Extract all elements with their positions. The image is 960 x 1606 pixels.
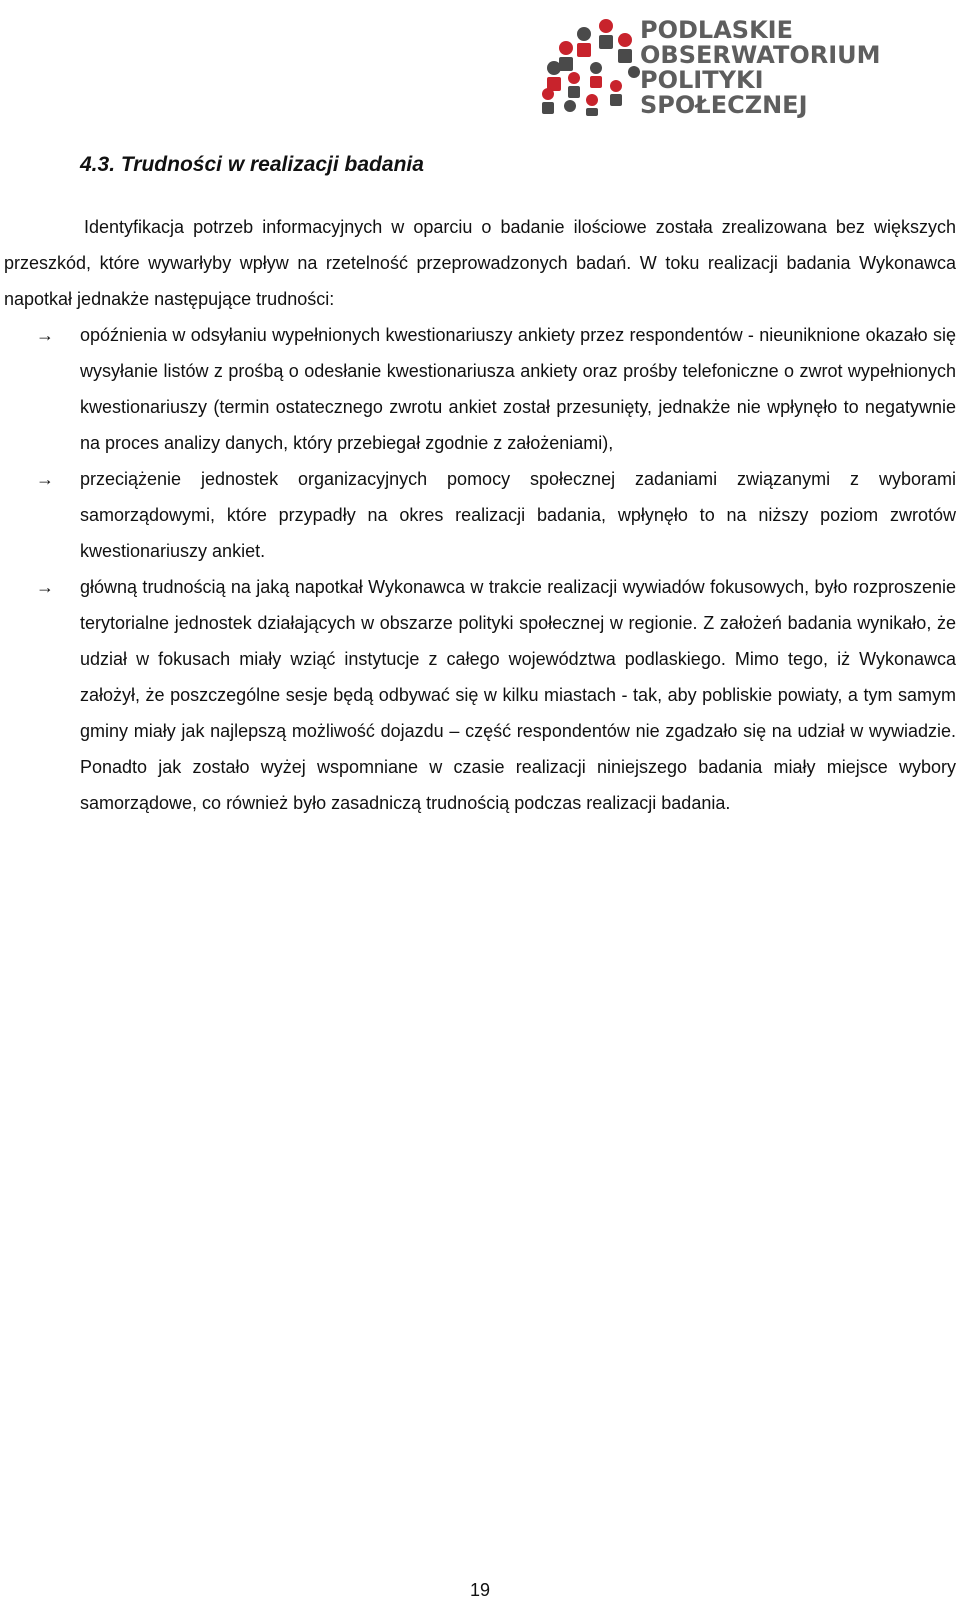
logo-line: POLITYKI <box>640 66 764 94</box>
arrow-bullet-icon: → <box>36 469 54 489</box>
list-item <box>0 317 960 461</box>
list-item <box>0 569 960 821</box>
arrow-bullet-icon: → <box>36 325 54 345</box>
list-item-text: opóźnienia w odsyłaniu wypełnionych kwestionariuszy ankiety przez respondentów - nieuniknione okazało się wysyłanie listów z prośbą o odesłanie kwestionariusza ankiety oraz prośby telefoniczne o zwrot wypełnionych kwestionariuszy (termin ostatecznego zwrotu ankiet został przesunięty, jednakże nie wpłynęło to negatywnie na proces analizy danych, który przebiegał zgodnie z założeniami), <box>80 325 956 453</box>
list-item <box>0 461 960 569</box>
difficulties-list <box>0 317 960 821</box>
people-circle-logo-icon <box>540 16 642 116</box>
logo-line: OBSERWATORIUM <box>640 41 881 69</box>
list-item-text: przeciążenie jednostek organizacyjnych pomocy społecznej zadaniami związanymi z wyborami samorządowymi, które przypadły na okres realizacji badania, wpłynęło to na niższy poziom zwrotów kwestionariuszy ankiet. <box>80 469 956 561</box>
logo-line: PODLASKIE <box>640 16 793 44</box>
logo-wordmark <box>640 18 940 118</box>
section-heading: 4.3. Trudności w realizacji badania <box>80 153 424 176</box>
page-number: 19 <box>469 1580 491 1600</box>
podlaskie-observatory-logo <box>540 16 940 120</box>
body-text <box>0 209 960 821</box>
arrow-bullet-icon: → <box>36 577 54 597</box>
intro-paragraph: Identyfikacja potrzeb informacyjnych w oparciu o badanie ilościowe została zrealizowana bez większych przeszkód, które wywarłyby wpływ na rzetelność przeprowadzonych badań. W toku realizacji badania Wykonawca napotkał jednakże następujące trudności: <box>4 217 956 309</box>
list-item-text: główną trudnością na jaką napotkał Wykonawca w trakcie realizacji wywiadów fokusowych, było rozproszenie terytorialne jednostek działających w obszarze polityki społecznej w regionie. Z założeń badania wynikało, że udział w fokusach miały wziąć instytucje z całego województwa podlaskiego. Mimo tego, iż Wykonawca założył, że poszczególne sesje będą odbywać się w kilku miastach - tak, aby pobliskie powiaty, a tym samym gminy miały jak najlepszą możliwość dojazdu – część respondentów nie zgadzało się na udział w wywiadzie. Ponadto jak zostało wyżej wspomniane w czasie realizacji niniejszego badania miały miejsce wybory samorządowe, co również było zasadniczą trudnością podczas realizacji badania. <box>80 577 956 813</box>
logo-line: SPOŁECZNEJ <box>640 91 808 119</box>
